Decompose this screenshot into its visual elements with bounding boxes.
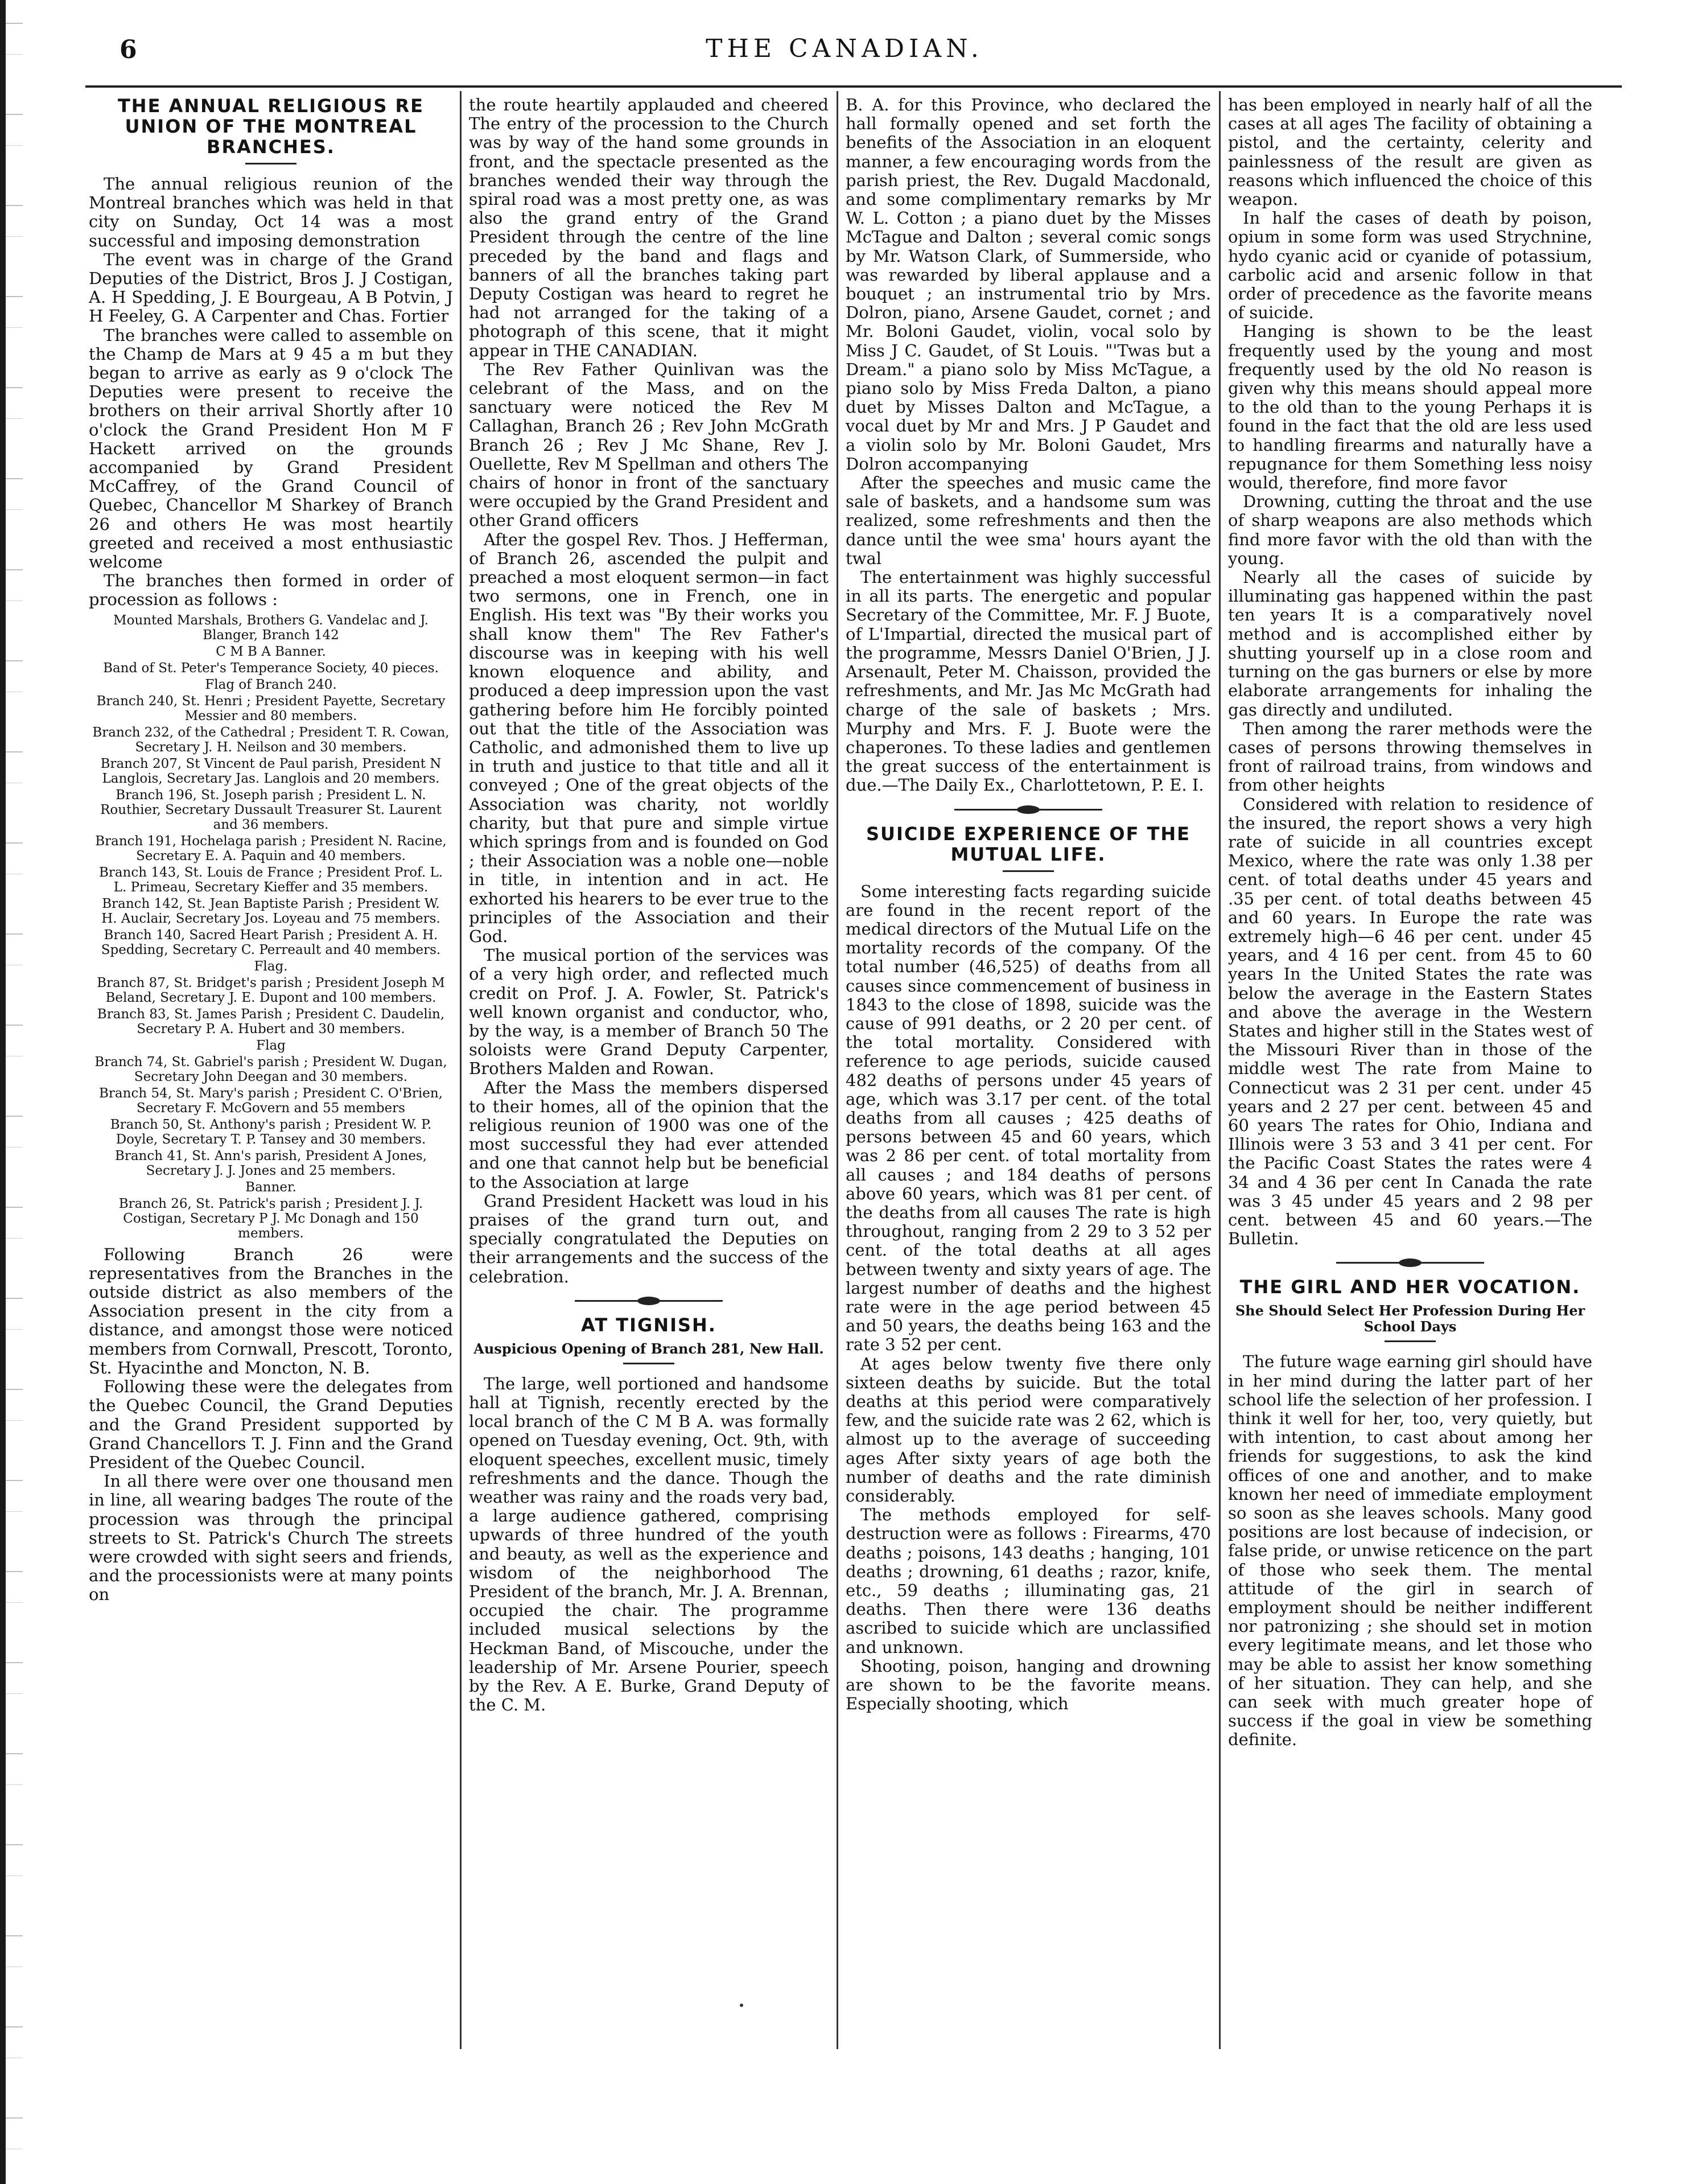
paragraph: After the gospel Rev. Thos. J Hefferman, of Branch 26, ascended the pulpit and preached a most eloquent sermon—in fact two sermons, one in French, one in English. His text was "By their works you shall know them" The Rev Father's discourse was in keeping with his well known eloquence and ability, and produced a deep impression upon the vast gathering before him He forcibly pointed out that the title of the Association was Catholic, and admonished them to live up in truth and justice to that title and all it conveyed ; One of the great objects of the Association was charity, not worldly charity, but that pure and simple virtue which springs from and is founded on God ; their Association was a noble one—noble in title, in intention and in act. He exhorted his hearers to be ever true to the principles of the Association and their God. [469, 529, 829, 946]
paragraph: Considered with relation to residence of the insured, the report shows a very high rate of suicide in all countries except Mexico, where the rate was only 1.38 per cent. of total deaths under 45 years and .35 per cent. of total deaths between 45 and 60 years. In Europe the rate was extremely high—6 46 per cent. under 45 years, and 4 16 per cent. from 45 to 60 years In the United States the rate was below the average in the Eastern States and above the average in the Western States and higher still in the States west of the Missouri River than in those of the middle west The rate from Maine to Connecticut was 2 31 per cent. under 45 years and 2 27 per cent. between 45 and 60 years The rates for Ohio, Indiana and Illinois were 3 53 and 3 41 per cent. For the Pacific Coast States the rates were 4 34 and 4 36 per cent In Canada the rate was 3 45 under 45 years and 2 98 per cent. between 45 and 60 years.—The Bulletin. [1228, 794, 1592, 1249]
header-rule [85, 85, 1622, 88]
paragraph: The large, well portioned and handsome hall at Tignish, recently erected by the local branch of the C M B A. was formally opened on Tuesday evening, Oct. 9th, with eloquent speeches, excellent music, timely refreshments and the dance. Though the weather was rainy and the roads very bad, a large audience gathered, comprising upwards of three hundred of the youth and beauty, as well as the experience and wisdom of the neighborhood The President of the branch, Mr. J. A. Brennan, occupied the chair. The programme included musical selections by the Heckman Band, of Miscouche, under the leadership of Mr. Arsene Pourier, speech by the Rev. A E. Burke, Grand Deputy of the C. M. [469, 1373, 829, 1715]
paragraph: The entertainment was highly successful in all its parts. The energetic and popular Secretary of the Committee, Mr. F. J Buote, of L'Impartial, directed the musical part of the programme, Messrs Daniel O'Brien, J J. Arsenault, Peter M. Chaisson, provided the refreshments, and Mr. Jas Mc McGrath had charge of the sale of baskets ; Mrs. Murphy and Mrs. F. J. Buote were the chaperones. To these ladies and gentlemen the great success of the entertainment is due.—The Daily Ex., Charlottetown, P. E. I. [846, 567, 1211, 795]
section-divider [1336, 1257, 1484, 1268]
list-item: Branch 142, St. Jean Baptiste Parish ; President W. H. Auclair, Secretary Jos. Loyeau and 75 members. [101, 896, 440, 926]
page-number: 6 [120, 35, 137, 64]
paragraph: The branches then formed in order of procession as follows : [89, 571, 453, 610]
paragraph: The musical portion of the services was of a very high order, and reflected much credit on Prof. J. A. Fowler, St. Patrick's well known organist and conductor, who, by the way, is a member of Branch 50 The soloists were Grand Deputy Carpenter, Brothers Malden and Rowan. [469, 945, 829, 1079]
article-title: THE GIRL AND HER VOCATION. [1239, 1276, 1581, 1298]
list-item: Branch 191, Hochelaga parish ; President N. Racine, Secretary E. A. Paquin and 40 members. [95, 833, 447, 863]
list-item: Branch 87, St. Bridget's parish ; President Joseph M Beland, Secretary J. E. Dupont and 100 members. [97, 975, 445, 1005]
paragraph: Following Branch 26 were representatives from the Branches in the outside district as also members of the Association present in the city from a distance, and amongst those were noticed members from Cornwall, Prescott, Toronto, St. Hyacinthe and Moncton, N. B. [89, 1244, 453, 1377]
list-item: Branch 140, Sacred Heart Parish ; President A. H. Spedding, Secretary C. Perreault and 40 members. [101, 927, 441, 957]
section-divider [575, 1295, 723, 1306]
paragraph: the route heartily applauded and cheered The entry of the procession to the Church was by way of the hand some grounds in front, and the spectacle presented as the branches wended their way through the spiral road was a most pretty one, as was also the grand entry of the Grand President through the centre of the line preceded by the band and flags and banners of all the branches taking part Deputy Costigan was heard to regret he had not arranged for the taking of a photograph of this scene, that it might appear in THE CANADIAN. [469, 95, 829, 360]
column-rule [1219, 91, 1221, 2049]
procession-list [89, 613, 453, 1241]
title-rule [623, 1363, 674, 1364]
paragraph: The Rev Father Quinlivan was the celebrant of the Mass, and on the sanctuary were noticed the Rev M Callaghan, Branch 26 ; Rev John McGrath Branch 26 ; Rev J Mc Shane, Rev J. Ouellette, Rev M Spellman and others The chairs of honor in front of the sanctuary were occupied by the Grand President and other Grand officers [469, 359, 829, 530]
list-item: Branch 232, of the Cathedral ; President T. R. Cowan, Secretary J. H. Neilson and 30 members. [92, 725, 450, 755]
list-item: Branch 143, St. Louis de France ; President Prof. L. L. Primeau, Secretary Kieffer and 35 members. [98, 865, 443, 895]
paragraph: Grand President Hackett was loud in his praises of the grand turn out, and specially congratulated the Deputies on their arrangements and the success of the celebration. [469, 1191, 829, 1286]
paragraph: Nearly all the cases of suicide by illuminating gas happened within the past ten years It is a comparatively novel method and is accomplished either by shutting yourself up in a close room and turning on the gas burners or else by more elaborate arrangements for inhaling the gas directly and undiluted. [1228, 567, 1592, 719]
paragraph: Drowning, cutting the throat and the use of sharp weapons are also methods which find more favor with the old than with the young. [1228, 492, 1592, 568]
list-item: Branch 240, St. Henri ; President Payette, Secretary Messier and 80 members. [96, 693, 446, 723]
paragraph: B. A. for this Province, who declared the hall formally opened and set forth the benefits of the Association in an eloquent manner, a few encouraging words from the parish priest, the Rev. Dugald Macdonald, and some complimentary remarks by Mr W. L. Cotton ; a piano duet by the Misses McTague and Dalton ; several comic songs by Mr. Watson Clark, of Summerside, who was rewarded by liberal applause and a bouquet ; an instrumental trio by Mrs. Dolron, piano, Arsene Gaudet, cornet ; and Mr. Boloni Gaudet, violin, vocal solo by Miss J C. Gaudet, of St Louis. "'Twas but a Dream." a piano solo by Miss McTague, a piano solo by Miss Freda Dalton, a piano duet by Misses Dalton and McTague, a vocal duet by Mr and Mrs. J P Gaudet and a violin solo by Mr. Boloni Gaudet, Mrs Dolron accompanying [846, 95, 1211, 474]
list-item: Flag [256, 1038, 286, 1053]
title-rule [1003, 870, 1054, 872]
paragraph: In all there were over one thousand men in line, all wearing badges The route of the procession was through the principal streets to St. Patrick's Church The streets were crowded with sight seers and friends, and the processionists were at many points on [89, 1471, 453, 1605]
title-rule [1385, 1340, 1436, 1342]
paragraph: Hanging is shown to be the least frequently used by the young and most frequently used by the old No reason is given why this means should appeal more to the old than to the young Perhaps it is found in the fact that the old are less used to handling firearms and naturally have a repugnance for them Something less noisy would, therefore, find more favor [1228, 322, 1592, 493]
list-item: Branch 50, St. Anthony's parish ; President W. P. Doyle, Secretary T. P. Tansey and 30 members. [110, 1117, 432, 1147]
paragraph: Then among the rarer methods were the cases of persons throwing themselves in front of railroad trains, from windows and from other heights [1228, 718, 1592, 795]
column-rule [460, 91, 462, 2049]
paragraph: has been employed in nearly half of all the cases at all ages The facility of obtaining a pistol, and the certainty, celerity and painlessness of the result are given as reasons which influenced the choice of this weapon. [1228, 95, 1592, 209]
article-title: THE ANNUAL RELIGIOUS RE UNION OF THE MONTREAL BRANCHES. [117, 95, 425, 158]
paragraph: The future wage earning girl should have in her mind during the latter part of her school life the selection of her profession. I think it well for her, too, very quietly, but with intention, to cast about among her friends for suggestions, to ask the kind offices of one and another, and to make known her need of immediate employment so soon as she leaves schools. Many good positions are lost because of indecision, or false pride, or unwise reticence on the part of those who seek them. The mental attitude of the girl in search of employment should be neither indifferent nor patronizing ; she should set in motion every legitimate means, and let those who may be able to assist her know something of her situation. They can help, and she can seek with much greater hope of success if the goal in view be something definite. [1228, 1352, 1592, 1750]
column-3 [846, 96, 1211, 1713]
list-item: Branch 41, St. Ann's parish, President A Jones, Secretary J. J. Jones and 25 members. [114, 1148, 427, 1178]
list-item: Branch 207, St Vincent de Paul parish, President N Langlois, Secretary Jas. Langlois and 20 members. [100, 756, 442, 786]
paragraph: The branches were called to assemble on the Champ de Mars at 9 45 a m but they began to arrive as early as 9 o'clock The Deputies were present to receive the brothers on their arrival Shortly after 10 o'clock the Grand President Hon M F Hackett arrived on the grounds accompanied by Grand President McCaffrey, of the Grand Council of Quebec, Chancellor M Sharkey of Branch 26 and others He was most heartily greeted and received a most enthusiastic welcome [89, 325, 453, 572]
list-item: C M B A Banner. [216, 644, 326, 659]
paragraph: In half the cases of death by poison, opium in some form was used Strychnine, hydo cyanic acid or cyanide of potassium, carbolic acid and arsenic follow in that order of precedence as the favorite means of suicide. [1228, 208, 1592, 323]
paragraph: At ages below twenty five there only sixteen deaths by suicide. But the total deaths at this period were comparatively few, and the suicide rate was 2 62, which is almost up to the average of succeeding ages After sixty years of age both the number of deaths and the rate diminish considerably. [846, 1354, 1211, 1506]
list-item: Banner. [245, 1179, 296, 1195]
print-mark [740, 2004, 743, 2007]
list-item: Branch 54, St. Mary's parish ; President C. O'Brien, Secretary F. McGovern and 55 members [99, 1085, 443, 1116]
column-rule [837, 91, 838, 2049]
paragraph: Some interesting facts regarding suicide are found in the recent report of the medical directors of the Mutual Life on the mortality records of the company. Of the total number (46,525) of deaths from all causes since commencement of business in 1843 to the close of 1898, suicide was the cause of 991 deaths, or 2 20 per cent. of the total mortality. Considered with reference to age periods, suicide caused 482 deaths of persons under 45 years of age, which was 3.17 per cent. of the total deaths from all causes ; 425 deaths of persons between 45 and 60 years, which was 2 86 per cent. of total mortality from all causes ; and 184 deaths of persons above 60 years, which was 81 per cent. of the deaths from all causes The rate is high throughout, ranging from 2 29 to 3 52 per cent. of the total deaths at all ages between twenty and sixty years of age. The largest number of deaths and the highest rate were in the age period between 45 and 50 years, the deaths being 163 and the rate 3 52 per cent. [846, 881, 1211, 1355]
paragraph: Following these were the delegates from the Quebec Council, the Grand Deputies and the Grand President supported by Grand Chancellors T. J. Finn and the Grand President of the Quebec Council. [89, 1377, 453, 1472]
list-item: Band of St. Peter's Temperance Society, 40 pieces. [103, 660, 439, 676]
article-subtitle: Auspicious Opening of Branch 281, New Hall. [473, 1340, 824, 1357]
list-item: Branch 26, St. Patrick's parish ; President J. J. Costigan, Secretary P J. Mc Donagh and 150 members. [118, 1196, 423, 1241]
list-item: Flag. [254, 959, 288, 974]
column-2 [469, 96, 829, 1714]
scan-edge-noise [6, 0, 23, 2184]
paragraph: The annual religious reunion of the Montreal branches which was held in that city on Sunday, Oct 14 was a most successful and imposing demonstration [89, 174, 453, 250]
article-subtitle: She Should Select Her Profession During Her School Days [1235, 1302, 1585, 1335]
paragraph: After the Mass the members dispersed to their homes, all of the opinion that the religious reunion of 1900 was one of the most successful they had ever attended and one that cannot help but be beneficial to the Association at large [469, 1077, 829, 1192]
article-title: AT TIGNISH. [581, 1314, 716, 1336]
paragraph: Shooting, poison, hanging and drowning are shown to be the favorite means. Especially shooting, which [846, 1656, 1211, 1714]
section-divider [954, 804, 1102, 815]
title-rule [245, 163, 296, 164]
scan-edge [0, 0, 6, 2184]
list-item: Branch 74, St. Gabriel's parish ; President W. Dugan, Secretary John Deegan and 30 members. [94, 1054, 447, 1084]
paragraph: The methods employed for self-destruction were as follows : Firearms, 470 deaths ; poisons, 143 deaths ; hanging, 101 deaths ; drowning, 61 deaths ; razor, knife, etc., 59 deaths ; illuminating gas, 21 deaths. Then there were 136 deaths ascribed to suicide which are unclassified and unknown. [846, 1505, 1211, 1657]
list-item: Branch 196, St. Joseph parish ; President L. N. Routhier, Secretary Dussault Treasurer St. Laurent and 36 members. [100, 787, 442, 832]
list-item: Branch 83, St. James Parish ; President C. Daudelin, Secretary P. A. Hubert and 30 members. [97, 1006, 445, 1037]
list-item: Flag of Branch 240. [205, 677, 337, 692]
masthead: THE CANADIAN. [706, 34, 983, 63]
column-1 [89, 96, 453, 1605]
column-4 [1228, 96, 1592, 1750]
paragraph: The event was in charge of the Grand Deputies of the District, Bros J. J Costigan, A. H Spedding, J. E Bourgeau, A B Potvin, J H Feeley, G. A Carpenter and Chas. Fortier [89, 249, 453, 326]
article-title: SUICIDE EXPERIENCE OF THE MUTUAL LIFE. [866, 822, 1191, 865]
list-item: Mounted Marshals, Brothers G. Vandelac and J. Blanger, Branch 142 [113, 612, 429, 643]
paragraph: After the speeches and music came the sale of baskets, and a handsome sum was realized, some refreshments and then the dance until the wee sma' hours ayant the twal [846, 473, 1211, 568]
